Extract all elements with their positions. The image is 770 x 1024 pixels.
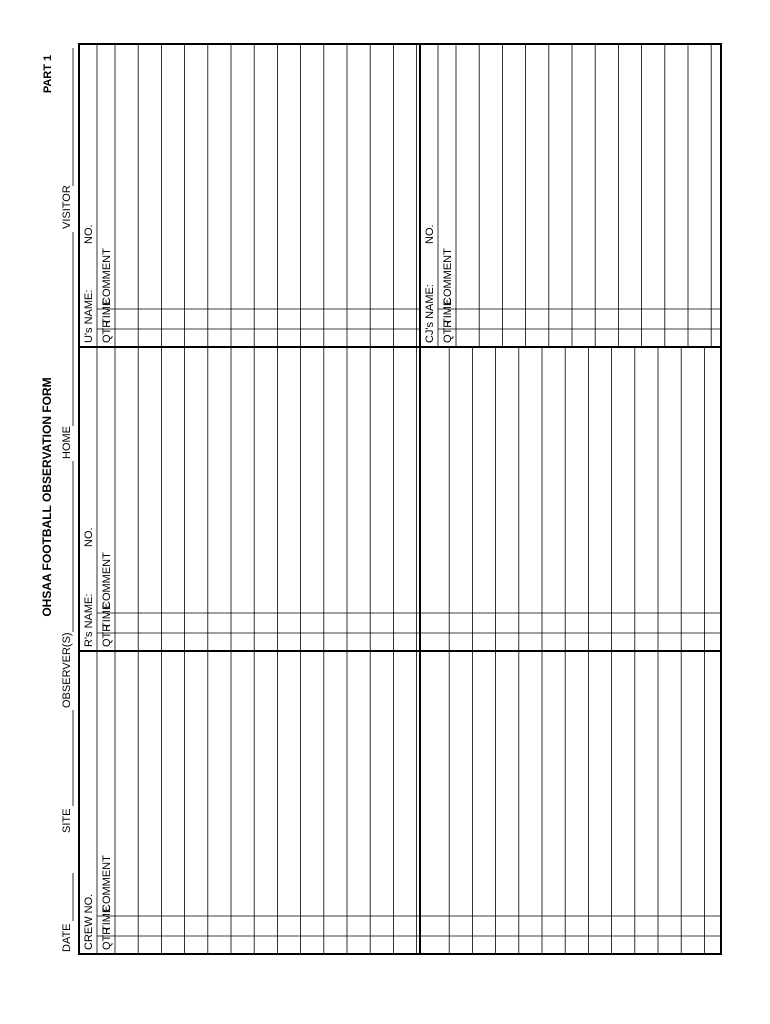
panel-name-label: CJ's NAME: (424, 284, 436, 343)
qtr-column-header: QTR (442, 319, 454, 343)
panel-name-label: CREW NO. (83, 893, 95, 950)
panel-cj (424, 44, 721, 347)
comment-column-header: COMMENT (101, 248, 113, 305)
comment-column-header: COMMENT (442, 248, 454, 305)
form-title: OHSAA FOOTBALL OBSERVATION FORM (40, 377, 54, 617)
panel-number-label: NO. (83, 224, 95, 244)
part-label: PART 1 (42, 54, 54, 94)
form-header (40, 48, 73, 952)
panel-crew (83, 651, 420, 954)
panel-r (83, 347, 420, 651)
panel-continuation (420, 651, 721, 954)
time-column-header: TIME (101, 602, 113, 629)
date-label: DATE (61, 923, 73, 952)
panel-name-label: U's NAME: (83, 289, 95, 343)
time-column-header: TIME (442, 298, 454, 325)
panel-number-label: NO. (83, 527, 95, 547)
qtr-column-header: QTR (101, 319, 113, 343)
comment-column-header: COMMENT (101, 552, 113, 609)
panel-u (83, 44, 420, 347)
observation-panels (83, 44, 721, 954)
panel-number-label: NO. (424, 224, 436, 244)
time-column-header: TIME (101, 905, 113, 932)
panel-name-label: R's NAME: (83, 593, 95, 647)
form-frame (79, 44, 721, 954)
qtr-column-header: QTR (101, 623, 113, 647)
comment-column-header: COMMENT (101, 855, 113, 912)
panel-continuation (420, 347, 721, 651)
home-label: HOME (61, 426, 73, 459)
observers-label: OBSERVER(S) (61, 632, 73, 708)
site-label: SITE (61, 808, 73, 833)
qtr-column-header: QTR (101, 926, 113, 950)
time-column-header: TIME (101, 298, 113, 325)
visitor-label: VISITOR (61, 185, 73, 229)
